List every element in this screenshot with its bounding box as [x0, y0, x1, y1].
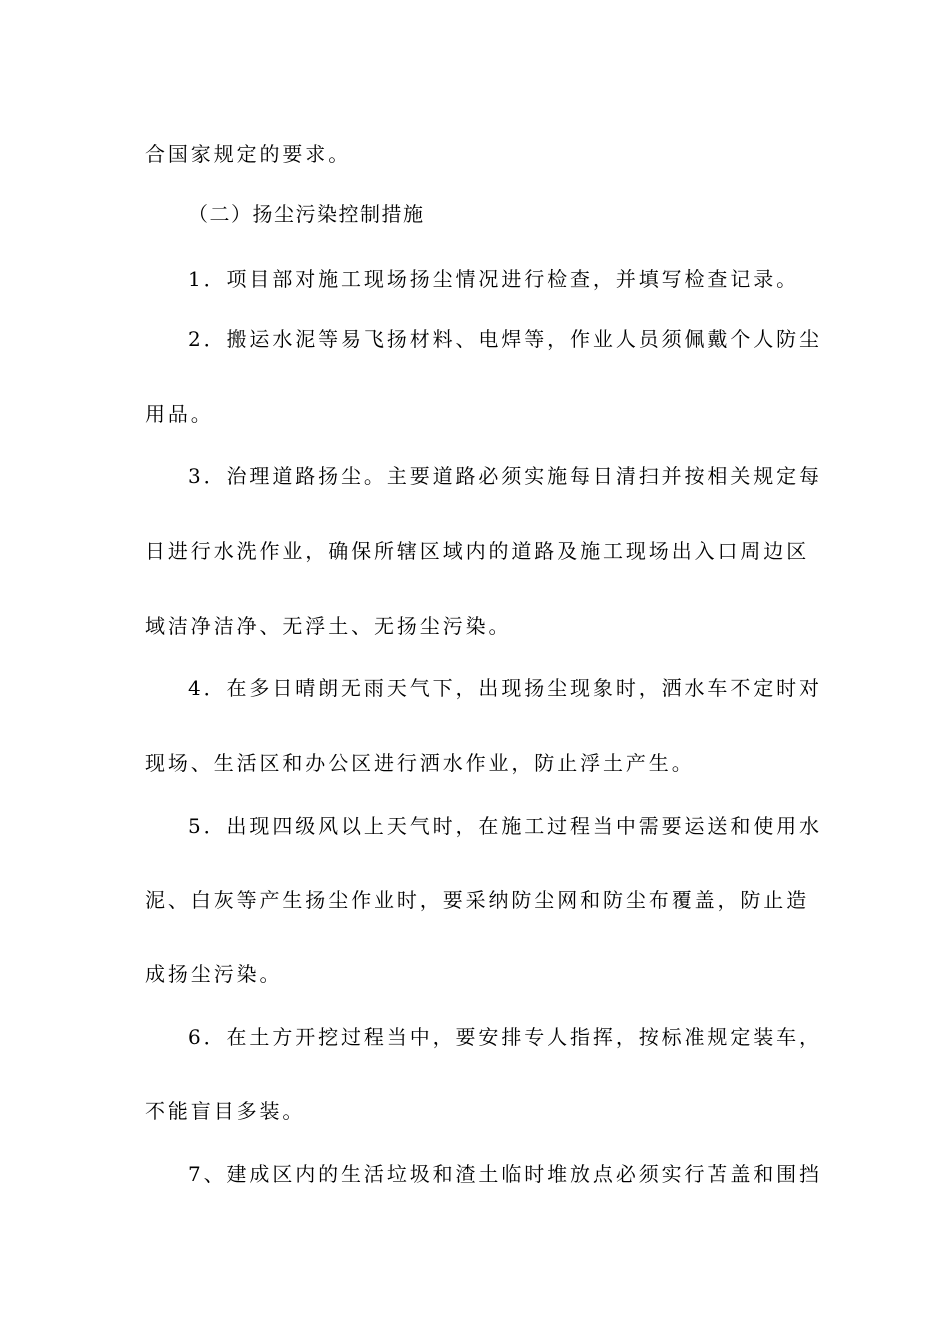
item-6-line-2: 不能盲目多装。 — [145, 1099, 306, 1123]
item-4-line-2: 现场、生活区和办公区进行洒水作业，防止浮土产生。 — [145, 751, 695, 775]
item-3-line-2: 日进行水洗作业，确保所辖区域内的道路及施工现场出入口周边区 — [145, 539, 810, 563]
item-5-line-1: 5．出现四级风以上天气时，在施工过程当中需要运送和使用水 — [188, 814, 822, 838]
item-2-line-2: 用品。 — [145, 402, 214, 426]
item-3-line-1: 3．治理道路扬尘。主要道路必须实施每日清扫并按相关规定每 — [188, 464, 822, 488]
item-2-line-1: 2．搬运水泥等易飞扬材料、电焊等，作业人员须佩戴个人防尘 — [188, 327, 822, 351]
item-6-line-1: 6．在土方开挖过程当中，要安排专人指挥，按标准规定装车， — [188, 1025, 822, 1049]
item-3-line-3: 域洁净洁净、无浮土、无扬尘污染。 — [145, 614, 512, 638]
item-5-line-3: 成扬尘污染。 — [145, 962, 283, 986]
item-1-line-1: 1．项目部对施工现场扬尘情况进行检查，并填写检查记录。 — [188, 267, 800, 291]
text-line-continuation: 合国家规定的要求。 — [145, 142, 352, 166]
section-heading: （二）扬尘污染控制措施 — [188, 202, 425, 226]
item-7-line-1: 7、建成区内的生活垃圾和渣土临时堆放点必须实行苫盖和围挡 — [188, 1162, 822, 1186]
item-4-line-1: 4．在多日晴朗无雨天气下，出现扬尘现象时，洒水车不定时对 — [188, 676, 822, 700]
item-5-line-2: 泥、白灰等产生扬尘作业时，要采纳防尘网和防尘布覆盖，防止造 — [145, 888, 810, 912]
